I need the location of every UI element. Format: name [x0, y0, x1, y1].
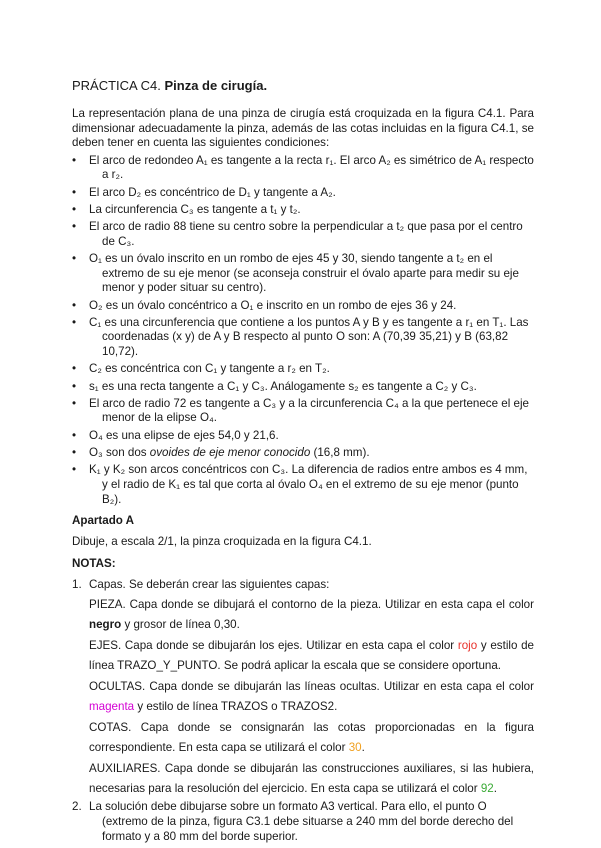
layer-pieza-text: PIEZA. Capa donde se dibujará el contorno de la pieza. Utilizar en esta capa el color: [89, 598, 534, 612]
layer-pieza-text-end: y grosor de línea 0,30.: [121, 618, 240, 632]
condition-text-part: O₃ son dos: [89, 446, 150, 460]
condition-item: [72, 397, 534, 426]
notes-heading: NOTAS:: [72, 557, 116, 571]
condition-text: C₂ es concéntrica con C₁ y tangente a r₂ en T₂.: [89, 362, 330, 376]
layer-ocultas: [89, 677, 534, 717]
note-1-text: Capas. Se deberán crear las siguientes capas:: [89, 577, 330, 591]
condition-text: s₁ es una recta tangente a C₁ y C₃. Análogamente s₂ es tangente a C₂ y C₃.: [89, 379, 477, 393]
bullet-marker: •: [72, 220, 77, 234]
section-a-heading: Apartado A: [72, 514, 135, 528]
condition-text: El arco de radio 88 tiene su centro sobre la perpendicular a t₂ que pasa por el centro de C₃.: [89, 220, 523, 248]
bullet-marker: •: [72, 202, 77, 216]
layer-ocultas-text: OCULTAS. Capa donde se dibujarán las líneas ocultas. Utilizar en esta capa el color: [89, 680, 534, 694]
condition-item: [72, 154, 534, 183]
notes-list: [72, 578, 534, 844]
section-a-text: Dibuje, a escala 2/1, la pinza croquizada en la figura C4.1.: [72, 534, 372, 548]
note-item-1: [72, 578, 534, 800]
layer-ejes-text-end: y estilo de línea TRAZO_Y_PUNTO. Se podrá aplicar la escala que se considere oportuna.: [89, 639, 534, 673]
note-item-2: [72, 800, 534, 844]
condition-text: O₂ es un óvalo concéntrico a O₁ e inscrito en un rombo de ejes 36 y 24.: [89, 298, 457, 312]
note-number: 1.: [72, 577, 82, 591]
condition-item: [72, 316, 534, 360]
layer-auxiliares: [89, 759, 534, 799]
bullet-marker: •: [72, 252, 77, 266]
conditions-list: [72, 154, 534, 507]
intro-paragraph: La representación plana de una pinza de cirugía está croquizada en la figura C4.1. Para dimensionar adecuadamente la pinza, además de las cotas incluidas en la figura C4.1, se deben tener en cuenta las siguientes condiciones:: [72, 107, 534, 150]
color-negro: negro: [89, 618, 122, 632]
layer-ejes: [89, 636, 534, 676]
condition-item: [72, 380, 534, 395]
condition-text: K₁ y K₂ son arcos concéntricos con C₃. La diferencia de radios entre ambos es 4 mm, y el radio de K₁ es tal que corta al óvalo O₄ en el extremo de su eje menor (punto B₂).: [89, 463, 528, 506]
page-title: [72, 78, 534, 94]
condition-italic-text: ovoides de eje menor conocido: [149, 446, 311, 460]
condition-item: [72, 220, 534, 249]
condition-text: [89, 446, 534, 461]
bullet-marker: •: [72, 428, 77, 442]
title-prefix: PRÁCTICA C4.: [72, 78, 165, 93]
layer-ocultas-text-end: y estilo de línea TRAZOS o TRAZOS2.: [134, 700, 338, 714]
condition-text: El arco de redondeo A₁ es tangente a la recta r₁. El arco A₂ es simétrico de A₁ respecto a r₂.: [89, 153, 534, 182]
layer-cotas: [89, 718, 534, 758]
bullet-marker: •: [72, 463, 77, 477]
document-body: [72, 78, 534, 844]
note-2-text: La solución debe dibujarse sobre un formato A3 vertical. Para ello, el punto O (extremo de la pinza, figura C3.1 debe situarse a 240 mm del borde derecho del formato y a 80 mm del borde superior.: [89, 800, 514, 843]
condition-text: El arco de radio 72 es tangente a C₃ y a la circunferencia C₄ a la que pertenece el eje menor de la elipse O₄.: [89, 396, 529, 425]
color-92: 92: [480, 782, 494, 796]
bullet-marker: •: [72, 396, 77, 410]
layer-auxiliares-text-end: .: [493, 782, 497, 796]
bullet-marker: •: [72, 362, 77, 376]
title-bold: Pinza de cirugía.: [164, 78, 268, 93]
layer-auxiliares-text: AUXILIARES. Capa donde se dibujarán las construcciones auxiliares, si las hubiera, necesarias para la resolución del ejercicio. En esta capa se utilizará el color: [89, 762, 534, 796]
condition-text: El arco D₂ es concéntrico de D₁ y tangente a A₂.: [89, 185, 336, 199]
condition-text: O₁ es un óvalo inscrito en un rombo de ejes 45 y 30, siendo tangente a t₂ en el extremo de su eje menor (se aconseja construir el óvalo aparte para medir su eje menor y poder situar su centro).: [89, 252, 519, 295]
color-magenta: magenta: [89, 700, 135, 714]
condition-item: [72, 446, 534, 461]
condition-item: [72, 252, 534, 296]
color-30: 30: [348, 741, 362, 755]
color-rojo: rojo: [457, 639, 478, 653]
bullet-marker: •: [72, 315, 77, 329]
condition-text: O₄ es una elipse de ejes 54,0 y 21,6.: [89, 428, 279, 442]
layer-pieza: [89, 595, 534, 635]
condition-item: [72, 186, 534, 201]
condition-text-part: (16,8 mm).: [310, 446, 370, 460]
layer-ejes-text: EJES. Capa donde se dibujarán los ejes. Utilizar en esta capa el color: [89, 639, 458, 653]
note-number: 2.: [72, 800, 82, 814]
condition-item: [72, 463, 534, 507]
bullet-marker: •: [72, 379, 77, 393]
condition-item: [72, 362, 534, 377]
layer-cotas-text-end: .: [361, 741, 365, 755]
condition-item: [72, 299, 534, 314]
condition-item: [72, 429, 534, 444]
bullet-marker: •: [72, 153, 77, 167]
condition-text: La circunferencia C₃ es tangente a t₁ y t₂.: [89, 202, 301, 216]
condition-text: C₁ es una circunferencia que contiene a los puntos A y B y es tangente a r₁ en T₁. Las coordenadas (x y) de A y B respecto al punto O son: A (70,39 35,21) y B (63,82 10,72).: [89, 315, 529, 359]
bullet-marker: •: [72, 446, 77, 460]
bullet-marker: •: [72, 185, 77, 199]
condition-item: [72, 203, 534, 218]
layer-cotas-text: COTAS. Capa donde se consignarán las cotas proporcionadas en la figura correspondiente. En esta capa se utilizará el color: [89, 721, 534, 755]
bullet-marker: •: [72, 298, 77, 312]
